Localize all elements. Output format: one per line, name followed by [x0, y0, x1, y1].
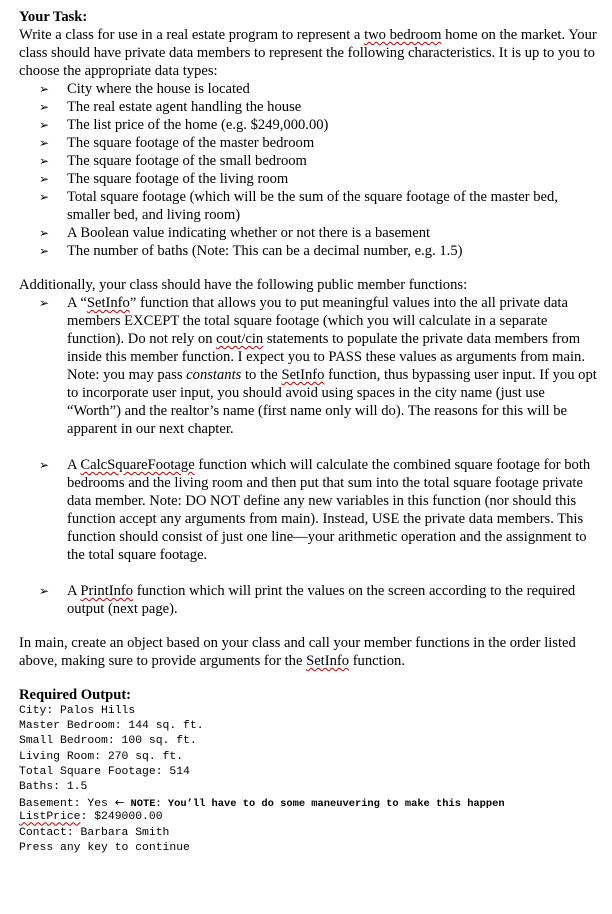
arrow-bullet-icon: ➢ [39, 100, 50, 114]
arrow-bullet-icon: ➢ [39, 226, 50, 240]
arrow-bullet-icon: ➢ [39, 190, 50, 204]
setinfo-name: SetInfo [306, 653, 350, 669]
arrow-bullet-icon: ➢ [39, 118, 50, 132]
document-page [19, 8, 599, 856]
list-item: ➢ The square footage of the living room [39, 171, 289, 187]
output-line: Baths: 1.5 [19, 780, 88, 793]
required-output-section [19, 686, 599, 856]
constants-word: constants [186, 367, 242, 383]
required-output-heading: Required Output: [19, 687, 132, 703]
output-line-list-price: ListPrice: $249000.00 [19, 811, 163, 824]
list-item: ➢ The square footage of the master bedroom [39, 135, 315, 151]
characteristics-list [19, 80, 599, 260]
list-price-label: ListPrice [19, 811, 81, 824]
output-line: Total Square Footage: 514 [19, 765, 190, 778]
main-paragraph: In main, create an object based on your class and call your member functions in the order listed above, making sure to provide arguments for the SetInfo function. [19, 635, 576, 669]
spelling-flag: two bedroom [364, 27, 442, 43]
output-line: Contact: Barbara Smith [19, 826, 170, 839]
cout-cin-word: cout/cin [216, 331, 264, 347]
list-item: ➢ The square footage of the small bedroom [39, 153, 307, 169]
output-line: City: Palos Hills [19, 705, 136, 717]
task-heading: Your Task: [19, 9, 88, 25]
setinfo-name: SetInfo [281, 367, 325, 383]
output-line: Small Bedroom: 100 sq. ft. [19, 735, 197, 748]
output-line: Press any key to continue [19, 841, 190, 854]
arrow-bullet-icon: ➢ [39, 172, 50, 186]
arrow-bullet-icon: ➢ [39, 458, 50, 472]
setinfo-name: SetInfo [86, 295, 130, 311]
list-item: ➢ The list price of the home (e.g. $249,000.00) [39, 117, 329, 133]
left-arrow-icon: ← [114, 795, 125, 810]
arrow-bullet-icon: ➢ [39, 296, 50, 310]
arrow-bullet-icon: ➢ [39, 82, 50, 96]
list-item: ➢ Total square footage (which will be the sum of the square footage of the master bed, smaller bed, and living room) [39, 189, 558, 223]
additionally-paragraph: Additionally, your class should have the following public member functions: [19, 277, 468, 293]
task-intro: Write a class for use in a real estate program to represent a two bedroom home on the market. Your class should have private data members to represent the following characteristics. It is up to you to choose the appropriate data types: [19, 27, 597, 79]
arrow-bullet-icon: ➢ [39, 154, 50, 168]
functions-list [19, 294, 599, 618]
output-line-basement: Basement: Yes ← NOTE: You’ll have to do some maneuvering to make this happen [19, 795, 505, 811]
arrow-bullet-icon: ➢ [39, 584, 50, 598]
list-item: ➢ City where the house is located [39, 81, 250, 97]
output-line: Master Bedroom: 144 sq. ft. [19, 720, 204, 733]
arrow-bullet-icon: ➢ [39, 136, 50, 150]
calc-item: ➢ A CalcSquareFootage function which will calculate the combined square footage for both bedrooms and the living room and then put that sum into the total square footage private data member. Note: DO NOT define any new variables in this function (nor should this function accept any arguments from main). Instead, USE the private data members. This function should consist of just one line—your arithmetic operation and the assignment to the total square footage. [39, 457, 591, 563]
list-item: ➢ The real estate agent handling the house [39, 99, 302, 115]
setinfo-item: ➢ A “SetInfo” function that allows you to put meaningful values into the all private data members EXCEPT the total square footage (which you will calculate in a separate function). Do not rely on cout/cin statements to populate the private data members from inside this member function. I expect you to PASS these values as arguments from main. Note: you may pass constants to the SetInfo function, thus bypassing user input. If you opt to incorporate user input, you should avoid using spaces in the city name (just use “Worth”) and the realtor’s name (first name only will do). The reasons for this will be apparent in our next chapter. [39, 295, 597, 437]
list-item: ➢ A Boolean value indicating whether or not there is a basement [39, 225, 431, 241]
list-item: ➢ The number of baths (Note: This can be a decimal number, e.g. 1.5) [39, 243, 463, 259]
basement-note: NOTE: You’ll have to do some maneuvering to make this happen [124, 798, 505, 811]
arrow-bullet-icon: ➢ [39, 244, 50, 258]
print-name: PrintInfo [80, 583, 134, 599]
calc-name: CalcSquareFootage [80, 457, 195, 473]
output-line: Living Room: 270 sq. ft. [19, 750, 184, 763]
print-item: ➢ A PrintInfo function which will print the values on the screen according to the required output (next page). [39, 583, 576, 617]
